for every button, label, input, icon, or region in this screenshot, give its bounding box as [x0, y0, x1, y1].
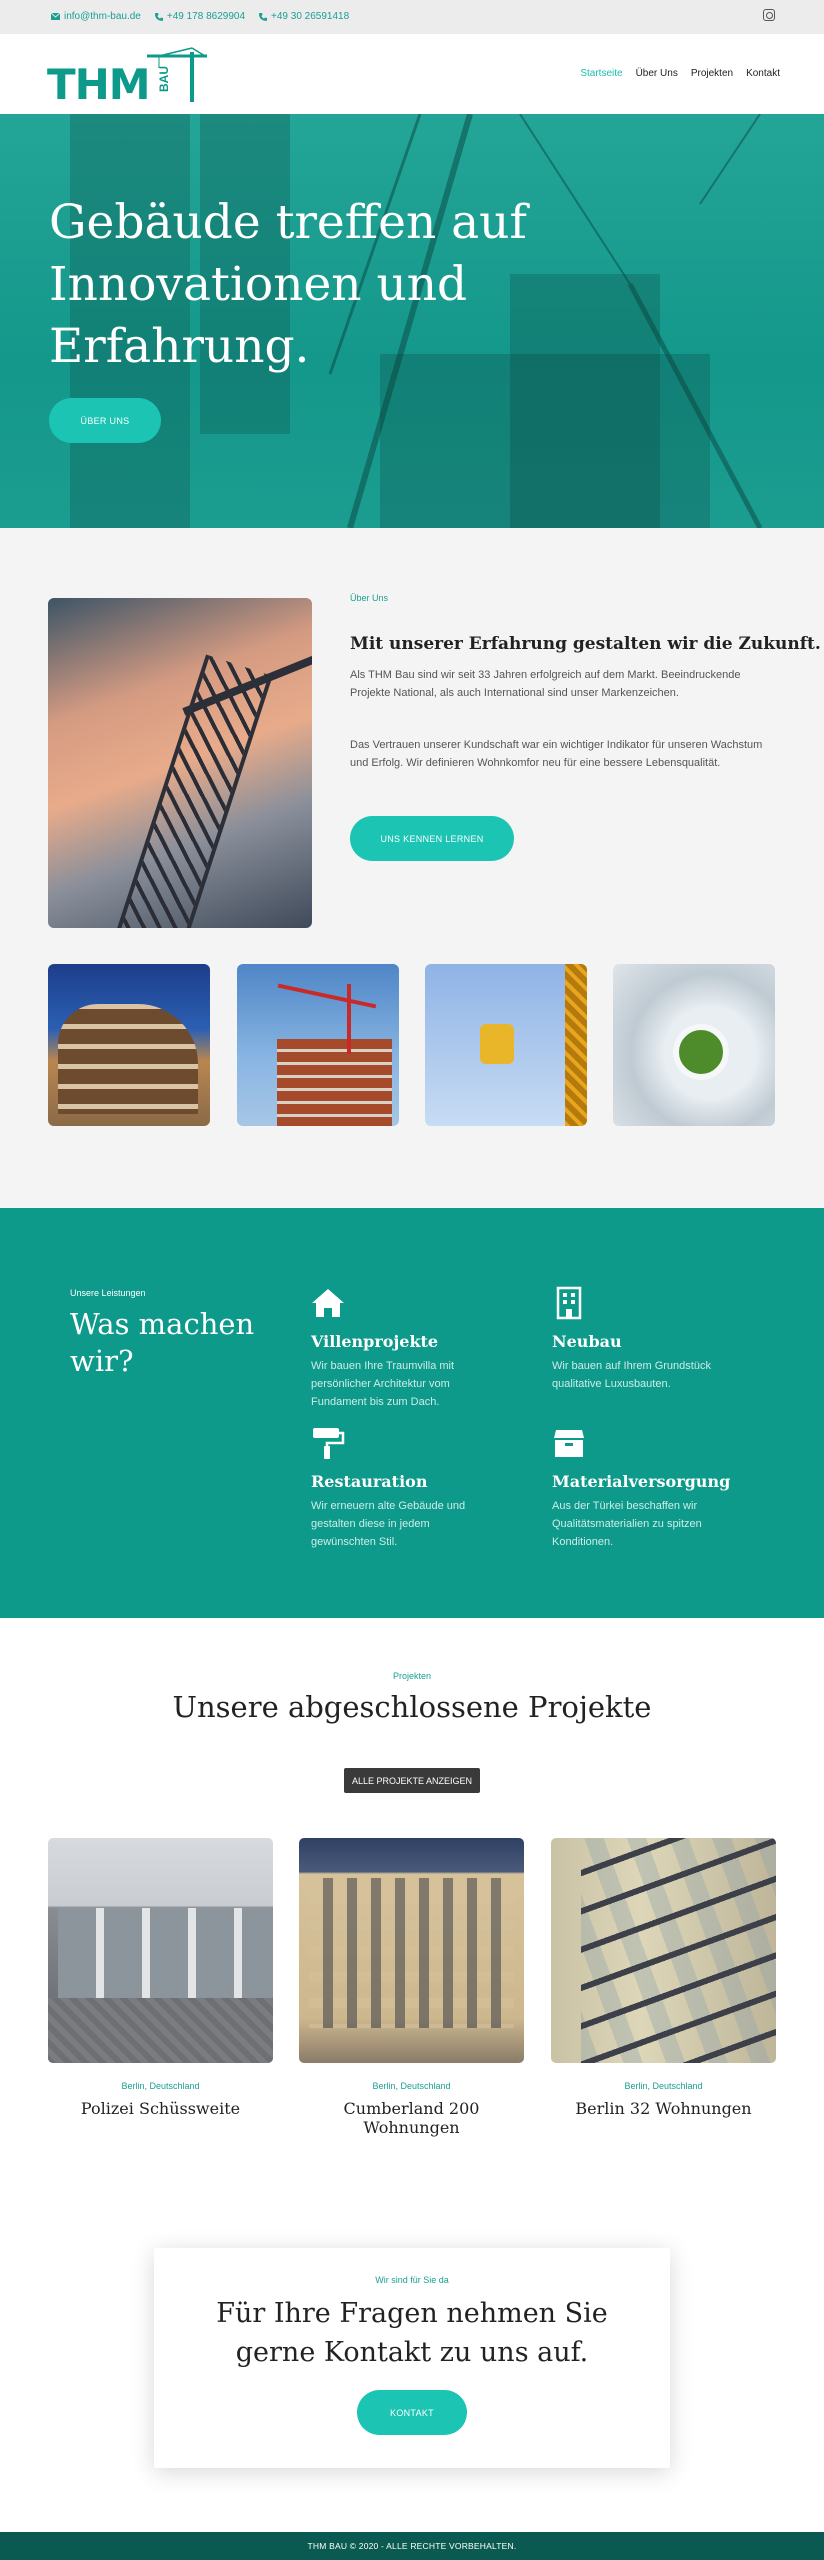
contact-kicker: Wir sind für Sie da — [375, 2275, 449, 2285]
garage-doors — [58, 1908, 273, 1998]
contact-title: Für Ihre Fragen nehmen Sie gerne Kontakt zu uns auf. — [216, 2298, 608, 2368]
about-us-button[interactable]: ÜBER UNS — [49, 398, 161, 443]
service-text: Aus der Türkei beschaffen wir Qualitätsmaterialien zu spitzen Konditionen. — [552, 1500, 702, 1548]
crane-arm — [278, 984, 377, 1009]
building-windows — [309, 1878, 514, 2028]
project-card[interactable] — [48, 1838, 273, 2118]
nav-item-kontakt[interactable]: Kontakt — [746, 68, 780, 79]
crane-sky-image — [48, 598, 312, 928]
project-name: Cumberland 200 Wohnungen — [343, 2099, 480, 2137]
contact-section — [0, 2248, 824, 2532]
top-bar — [0, 0, 824, 34]
contact-card — [154, 2248, 670, 2468]
logo-text: THM — [47, 60, 150, 109]
phone-text-1: +49 178 8629904 — [166, 11, 246, 22]
projects-section — [0, 1618, 824, 2248]
copyright-text: THM BAU © 2020 - ALLE RECHTE VORBEHALTEN. — [307, 2541, 517, 2551]
project-image-berlin-32 — [551, 1838, 776, 2063]
phone-icon — [155, 13, 163, 21]
services-title: Was machen wir? — [70, 1307, 255, 1378]
crane-yellow-tower — [565, 964, 587, 1126]
nav-item-projekten[interactable]: Projekten — [690, 68, 734, 79]
green-garden-circle — [673, 1024, 729, 1080]
about-paragraph-1: Als THM Bau sind wir seit 33 Jahren erfolgreich auf dem Markt. Beeindruckende Projekte National, als auch International sind unser Markenzeichen. — [350, 669, 741, 699]
phone-link-1[interactable] — [155, 11, 245, 22]
email-text: info@thm-bau.de — [64, 11, 141, 22]
site-footer — [0, 2532, 824, 2560]
projects-kicker: Projekten — [392, 1671, 432, 1681]
project-location: Berlin, Deutschland — [372, 2081, 451, 2091]
crane-tower — [347, 984, 351, 1054]
gallery-image-crane-hook — [425, 964, 587, 1126]
logo[interactable] — [47, 46, 207, 109]
services-section — [0, 1208, 824, 1618]
glass-balconies — [581, 1838, 776, 2063]
paved-ground — [48, 1998, 273, 2063]
phone-text-2: +49 30 26591418 — [271, 11, 350, 22]
gallery-image-green-atrium — [613, 964, 775, 1126]
paint-roller-icon — [311, 1426, 345, 1460]
phone-link-2[interactable] — [259, 11, 349, 22]
email-link[interactable] — [51, 11, 141, 22]
nav-item-startseite[interactable]: Startseite — [580, 68, 623, 79]
project-name: Berlin 32 Wohnungen — [575, 2099, 752, 2118]
service-title: Restauration — [311, 1472, 428, 1491]
all-projects-button[interactable]: ALLE PROJEKTE ANZEIGEN — [344, 1768, 480, 1793]
service-title: Villenprojekte — [311, 1332, 439, 1351]
gallery-image-crane-brick-building — [237, 964, 399, 1126]
project-location: Berlin, Deutschland — [624, 2081, 703, 2091]
hero-title: Gebäude treffen auf Innovationen und Erfahrung. — [49, 195, 527, 374]
get-to-know-us-button[interactable]: UNS KENNEN LERNEN — [350, 816, 514, 861]
project-card[interactable] — [551, 1838, 776, 2118]
about-kicker: Über Uns — [350, 593, 389, 603]
building-icon — [552, 1286, 586, 1320]
house-icon — [311, 1286, 345, 1320]
project-image-cumberland — [299, 1838, 524, 2063]
service-text: Wir erneuern alte Gebäude und gestalten diese in jedem gewünschten Stil. — [311, 1500, 466, 1548]
contact-info — [51, 11, 349, 22]
projects-title: Unsere abgeschlossene Projekte — [172, 1690, 652, 1724]
contact-button[interactable]: KONTAKT — [357, 2390, 467, 2435]
project-name: Polizei Schüssweite — [80, 2099, 241, 2118]
service-text: Wir bauen Ihre Traumvilla mit persönlicher Architektur vom Fundament bis zum Dach. — [311, 1360, 455, 1408]
site-header — [0, 34, 824, 114]
project-card[interactable] — [299, 1838, 524, 2137]
service-title: Materialversorgung — [552, 1472, 731, 1491]
project-image-garages — [48, 1838, 273, 2063]
instagram-icon[interactable] — [763, 9, 775, 21]
logo-subtext: BAU — [157, 66, 171, 92]
about-title: Mit unserer Erfahrung gestalten wir die Zukunft. — [350, 634, 821, 654]
crane-mast — [113, 655, 272, 928]
nav-item-ueber-uns[interactable]: Über Uns — [635, 68, 678, 79]
about-paragraph-2: Das Vertrauen unserer Kundschaft war ein wichtiger Indikator für unseren Wachstum und Erfolg. Wir definieren Wohnkomfor neu für eine bessere Lebensqualität. — [350, 739, 763, 769]
service-text: Wir bauen auf Ihrem Grundstück qualitative Luxusbauten. — [552, 1360, 711, 1390]
building-floors — [58, 1004, 198, 1114]
gallery-image-round-building — [48, 964, 210, 1126]
project-location: Berlin, Deutschland — [121, 2081, 200, 2091]
services-kicker: Unsere Leistungen — [70, 1288, 146, 1298]
service-title: Neubau — [552, 1332, 622, 1351]
brick-building — [277, 1039, 392, 1126]
main-nav — [580, 68, 780, 79]
service-neubau — [552, 1286, 732, 1393]
envelope-icon — [51, 13, 60, 20]
box-icon — [552, 1426, 586, 1460]
phone-icon — [259, 13, 267, 21]
service-materialversorgung — [552, 1426, 732, 1551]
service-villenprojekte — [311, 1286, 491, 1411]
service-restauration — [311, 1426, 491, 1551]
hero-section — [0, 114, 824, 528]
crane-hook-block — [480, 1024, 514, 1064]
